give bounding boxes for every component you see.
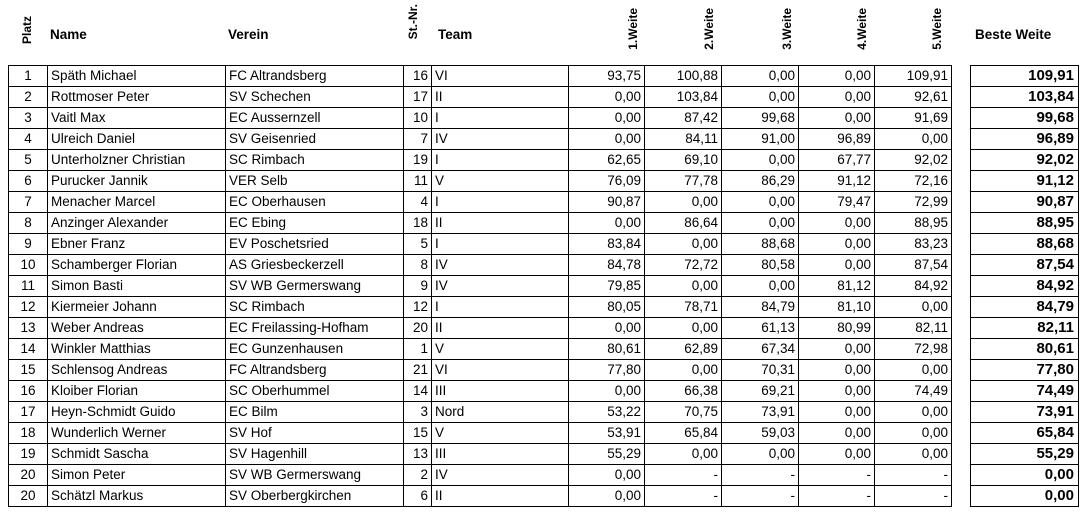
- verein-cell: FC Altrandsberg: [226, 66, 404, 87]
- weite-3-cell: 84,79: [722, 297, 799, 318]
- startnummer-cell: 11: [404, 171, 432, 192]
- weite-2-cell: 0,00: [645, 192, 722, 213]
- beste-weite-cell: 90,87: [971, 192, 1079, 213]
- weite-3-cell: 59,03: [722, 423, 799, 444]
- table-row: [9, 108, 952, 129]
- weite-5-cell: 0,00: [875, 423, 952, 444]
- best-row: [971, 486, 1079, 507]
- verein-cell: SC Rimbach: [226, 297, 404, 318]
- weite-2-cell: 0,00: [645, 234, 722, 255]
- startnummer-cell: 6: [404, 486, 432, 507]
- weite-1-cell: 53,91: [569, 423, 645, 444]
- startnummer-cell: 8: [404, 255, 432, 276]
- name-cell: Schamberger Florian: [48, 255, 226, 276]
- weite-3-cell: 61,13: [722, 318, 799, 339]
- beste-weite-cell: 82,11: [971, 318, 1079, 339]
- header-stnr: St.-Nr.: [406, 4, 420, 40]
- startnummer-cell: 17: [404, 87, 432, 108]
- beste-weite-cell: 80,61: [971, 339, 1079, 360]
- best-row: [971, 192, 1079, 213]
- weite-2-cell: 70,75: [645, 402, 722, 423]
- header-weite-2: 2.Weite: [702, 8, 716, 50]
- weite-5-cell: 0,00: [875, 297, 952, 318]
- weite-2-cell: 72,72: [645, 255, 722, 276]
- weite-4-cell: 81,10: [799, 297, 875, 318]
- best-row: [971, 171, 1079, 192]
- platz-cell: 9: [9, 234, 48, 255]
- verein-cell: SV Geisenried: [226, 129, 404, 150]
- name-cell: Unterholzner Christian: [48, 150, 226, 171]
- name-cell: Purucker Jannik: [48, 171, 226, 192]
- verein-cell: SV Schechen: [226, 87, 404, 108]
- team-cell: IV: [432, 255, 569, 276]
- team-cell: VI: [432, 360, 569, 381]
- name-cell: Wunderlich Werner: [48, 423, 226, 444]
- beste-weite-cell: 109,91: [971, 66, 1079, 87]
- best-row: [971, 66, 1079, 87]
- verein-cell: FC Altrandsberg: [226, 360, 404, 381]
- table-row: [9, 150, 952, 171]
- team-cell: IV: [432, 465, 569, 486]
- team-cell: I: [432, 192, 569, 213]
- beste-weite-cell: 87,54: [971, 255, 1079, 276]
- platz-cell: 8: [9, 213, 48, 234]
- verein-cell: SC Oberhummel: [226, 381, 404, 402]
- weite-3-cell: 99,68: [722, 108, 799, 129]
- weite-4-cell: 0,00: [799, 213, 875, 234]
- team-cell: II: [432, 87, 569, 108]
- name-cell: Ulreich Daniel: [48, 129, 226, 150]
- beste-weite-cell: 103,84: [971, 87, 1079, 108]
- platz-cell: 10: [9, 255, 48, 276]
- team-cell: II: [432, 213, 569, 234]
- weite-3-cell: 88,68: [722, 234, 799, 255]
- weite-3-cell: 80,58: [722, 255, 799, 276]
- table-row: [9, 255, 952, 276]
- weite-2-cell: 84,11: [645, 129, 722, 150]
- weite-2-cell: 62,89: [645, 339, 722, 360]
- verein-cell: EV Poschetsried: [226, 234, 404, 255]
- platz-cell: 6: [9, 171, 48, 192]
- weite-1-cell: 62,65: [569, 150, 645, 171]
- weite-2-cell: -: [645, 486, 722, 507]
- verein-cell: EC Bilm: [226, 402, 404, 423]
- verein-cell: SV WB Germerswang: [226, 276, 404, 297]
- platz-cell: 2: [9, 87, 48, 108]
- team-cell: II: [432, 486, 569, 507]
- startnummer-cell: 18: [404, 213, 432, 234]
- weite-3-cell: 67,34: [722, 339, 799, 360]
- weite-1-cell: 0,00: [569, 465, 645, 486]
- verein-cell: SV Oberbergkirchen: [226, 486, 404, 507]
- team-cell: Nord: [432, 402, 569, 423]
- table-row: [9, 444, 952, 465]
- team-cell: III: [432, 444, 569, 465]
- team-cell: III: [432, 381, 569, 402]
- weite-2-cell: 0,00: [645, 318, 722, 339]
- startnummer-cell: 7: [404, 129, 432, 150]
- table-row: [9, 171, 952, 192]
- weite-4-cell: 0,00: [799, 444, 875, 465]
- weite-3-cell: 86,29: [722, 171, 799, 192]
- name-cell: Heyn-Schmidt Guido: [48, 402, 226, 423]
- name-cell: Kiermeier Johann: [48, 297, 226, 318]
- weite-5-cell: 92,61: [875, 87, 952, 108]
- weite-1-cell: 0,00: [569, 486, 645, 507]
- weite-3-cell: 0,00: [722, 444, 799, 465]
- weite-5-cell: 92,02: [875, 150, 952, 171]
- name-cell: Späth Michael: [48, 66, 226, 87]
- beste-weite-cell: 91,12: [971, 171, 1079, 192]
- platz-cell: 17: [9, 402, 48, 423]
- header-weite-1: 1.Weite: [626, 8, 640, 50]
- best-row: [971, 255, 1079, 276]
- weite-1-cell: 79,85: [569, 276, 645, 297]
- startnummer-cell: 10: [404, 108, 432, 129]
- name-cell: Menacher Marcel: [48, 192, 226, 213]
- weite-3-cell: 69,21: [722, 381, 799, 402]
- weite-3-cell: 70,31: [722, 360, 799, 381]
- weite-5-cell: 82,11: [875, 318, 952, 339]
- weite-4-cell: 0,00: [799, 234, 875, 255]
- table-row: [9, 276, 952, 297]
- startnummer-cell: 1: [404, 339, 432, 360]
- weite-1-cell: 77,80: [569, 360, 645, 381]
- weite-1-cell: 80,61: [569, 339, 645, 360]
- platz-cell: 7: [9, 192, 48, 213]
- verein-cell: SV Hagenhill: [226, 444, 404, 465]
- verein-cell: AS Griesbeckerzell: [226, 255, 404, 276]
- platz-cell: 14: [9, 339, 48, 360]
- weite-1-cell: 83,84: [569, 234, 645, 255]
- weite-2-cell: 78,71: [645, 297, 722, 318]
- beste-weite-cell: 99,68: [971, 108, 1079, 129]
- weite-1-cell: 80,05: [569, 297, 645, 318]
- platz-cell: 18: [9, 423, 48, 444]
- weite-1-cell: 84,78: [569, 255, 645, 276]
- team-cell: V: [432, 171, 569, 192]
- best-row: [971, 423, 1079, 444]
- weite-5-cell: -: [875, 465, 952, 486]
- weite-3-cell: 0,00: [722, 66, 799, 87]
- best-row: [971, 381, 1079, 402]
- weite-2-cell: 87,42: [645, 108, 722, 129]
- platz-cell: 20: [9, 465, 48, 486]
- weite-1-cell: 55,29: [569, 444, 645, 465]
- weite-2-cell: -: [645, 465, 722, 486]
- header-name: Name: [50, 27, 87, 42]
- weite-4-cell: -: [799, 465, 875, 486]
- team-cell: IV: [432, 129, 569, 150]
- beste-weite-cell: 96,89: [971, 129, 1079, 150]
- best-row: [971, 234, 1079, 255]
- best-row: [971, 297, 1079, 318]
- beste-weite-cell: 77,80: [971, 360, 1079, 381]
- weite-4-cell: 0,00: [799, 360, 875, 381]
- weite-5-cell: 72,99: [875, 192, 952, 213]
- weite-2-cell: 0,00: [645, 360, 722, 381]
- name-cell: Ebner Franz: [48, 234, 226, 255]
- weite-4-cell: 67,77: [799, 150, 875, 171]
- platz-cell: 5: [9, 150, 48, 171]
- startnummer-cell: 19: [404, 150, 432, 171]
- weite-4-cell: 96,89: [799, 129, 875, 150]
- platz-cell: 16: [9, 381, 48, 402]
- weite-2-cell: 100,88: [645, 66, 722, 87]
- weite-4-cell: 81,12: [799, 276, 875, 297]
- verein-cell: SC Rimbach: [226, 150, 404, 171]
- weite-1-cell: 0,00: [569, 318, 645, 339]
- table-row: [9, 486, 952, 507]
- weite-3-cell: 91,00: [722, 129, 799, 150]
- table-row: [9, 213, 952, 234]
- weite-1-cell: 0,00: [569, 129, 645, 150]
- beste-weite-cell: 84,92: [971, 276, 1079, 297]
- startnummer-cell: 9: [404, 276, 432, 297]
- verein-cell: SV Hof: [226, 423, 404, 444]
- startnummer-cell: 3: [404, 402, 432, 423]
- header-platz: Platz: [20, 16, 34, 45]
- weite-5-cell: 72,98: [875, 339, 952, 360]
- weite-1-cell: 93,75: [569, 66, 645, 87]
- weite-3-cell: 0,00: [722, 276, 799, 297]
- beste-weite-cell: 88,95: [971, 213, 1079, 234]
- platz-cell: 12: [9, 297, 48, 318]
- weite-5-cell: 72,16: [875, 171, 952, 192]
- verein-cell: EC Aussernzell: [226, 108, 404, 129]
- weite-5-cell: 0,00: [875, 402, 952, 423]
- name-cell: Vaitl Max: [48, 108, 226, 129]
- weite-1-cell: 0,00: [569, 87, 645, 108]
- weite-2-cell: 69,10: [645, 150, 722, 171]
- weite-5-cell: 84,92: [875, 276, 952, 297]
- table-row: [9, 66, 952, 87]
- weite-4-cell: -: [799, 486, 875, 507]
- weite-4-cell: 0,00: [799, 255, 875, 276]
- beste-weite-cell: 65,84: [971, 423, 1079, 444]
- weite-2-cell: 66,38: [645, 381, 722, 402]
- name-cell: Simon Peter: [48, 465, 226, 486]
- platz-cell: 11: [9, 276, 48, 297]
- team-cell: I: [432, 108, 569, 129]
- best-row: [971, 150, 1079, 171]
- platz-cell: 1: [9, 66, 48, 87]
- weite-4-cell: 80,99: [799, 318, 875, 339]
- weite-4-cell: 79,47: [799, 192, 875, 213]
- best-row: [971, 339, 1079, 360]
- weite-4-cell: 0,00: [799, 381, 875, 402]
- startnummer-cell: 20: [404, 318, 432, 339]
- header-team: Team: [438, 27, 473, 42]
- table-row: [9, 87, 952, 108]
- header-weite-5: 5.Weite: [930, 8, 944, 50]
- weite-2-cell: 0,00: [645, 444, 722, 465]
- best-row: [971, 318, 1079, 339]
- weite-3-cell: 0,00: [722, 192, 799, 213]
- team-cell: I: [432, 297, 569, 318]
- weite-1-cell: 0,00: [569, 381, 645, 402]
- name-cell: Schätzl Markus: [48, 486, 226, 507]
- weite-3-cell: 0,00: [722, 150, 799, 171]
- table-row: [9, 381, 952, 402]
- beste-weite-cell: 88,68: [971, 234, 1079, 255]
- weite-5-cell: 83,23: [875, 234, 952, 255]
- best-distance-table: [970, 65, 1079, 507]
- weite-1-cell: 76,09: [569, 171, 645, 192]
- weite-4-cell: 0,00: [799, 402, 875, 423]
- startnummer-cell: 4: [404, 192, 432, 213]
- startnummer-cell: 14: [404, 381, 432, 402]
- weite-2-cell: 77,78: [645, 171, 722, 192]
- best-row: [971, 129, 1079, 150]
- table-row: [9, 360, 952, 381]
- verein-cell: VER Selb: [226, 171, 404, 192]
- weite-4-cell: 0,00: [799, 423, 875, 444]
- best-row: [971, 108, 1079, 129]
- table-row: [9, 234, 952, 255]
- startnummer-cell: 5: [404, 234, 432, 255]
- startnummer-cell: 21: [404, 360, 432, 381]
- best-row: [971, 360, 1079, 381]
- name-cell: Simon Basti: [48, 276, 226, 297]
- weite-5-cell: 0,00: [875, 360, 952, 381]
- startnummer-cell: 16: [404, 66, 432, 87]
- best-row: [971, 213, 1079, 234]
- weite-3-cell: 0,00: [722, 87, 799, 108]
- table-row: [9, 465, 952, 486]
- team-cell: IV: [432, 276, 569, 297]
- best-row: [971, 444, 1079, 465]
- weite-5-cell: 0,00: [875, 444, 952, 465]
- weite-3-cell: 0,00: [722, 213, 799, 234]
- name-cell: Winkler Matthias: [48, 339, 226, 360]
- verein-cell: EC Ebing: [226, 213, 404, 234]
- beste-weite-cell: 92,02: [971, 150, 1079, 171]
- name-cell: Kloiber Florian: [48, 381, 226, 402]
- weite-4-cell: 91,12: [799, 171, 875, 192]
- weite-4-cell: 0,00: [799, 339, 875, 360]
- team-cell: II: [432, 318, 569, 339]
- verein-cell: EC Freilassing-Hofham: [226, 318, 404, 339]
- team-cell: I: [432, 234, 569, 255]
- team-cell: V: [432, 423, 569, 444]
- table-row: [9, 339, 952, 360]
- startnummer-cell: 15: [404, 423, 432, 444]
- weite-5-cell: 88,95: [875, 213, 952, 234]
- team-cell: I: [432, 150, 569, 171]
- table-row: [9, 297, 952, 318]
- weite-1-cell: 53,22: [569, 402, 645, 423]
- startnummer-cell: 2: [404, 465, 432, 486]
- weite-4-cell: 0,00: [799, 108, 875, 129]
- platz-cell: 4: [9, 129, 48, 150]
- beste-weite-cell: 74,49: [971, 381, 1079, 402]
- header-weite-4: 4.Weite: [855, 8, 869, 50]
- weite-2-cell: 103,84: [645, 87, 722, 108]
- weite-1-cell: 90,87: [569, 192, 645, 213]
- name-cell: Rottmoser Peter: [48, 87, 226, 108]
- startnummer-cell: 13: [404, 444, 432, 465]
- results-table: [8, 65, 952, 507]
- best-row: [971, 276, 1079, 297]
- header-beste-weite: Beste Weite: [975, 27, 1052, 42]
- platz-cell: 15: [9, 360, 48, 381]
- weite-5-cell: 0,00: [875, 129, 952, 150]
- weite-3-cell: -: [722, 465, 799, 486]
- best-row: [971, 402, 1079, 423]
- weite-5-cell: -: [875, 486, 952, 507]
- table-row: [9, 129, 952, 150]
- verein-cell: EC Oberhausen: [226, 192, 404, 213]
- best-row: [971, 465, 1079, 486]
- platz-cell: 13: [9, 318, 48, 339]
- best-distance-body: [971, 66, 1079, 507]
- table-row: [9, 423, 952, 444]
- weite-2-cell: 86,64: [645, 213, 722, 234]
- weite-4-cell: 0,00: [799, 66, 875, 87]
- weite-2-cell: 0,00: [645, 276, 722, 297]
- team-cell: V: [432, 339, 569, 360]
- table-row: [9, 192, 952, 213]
- beste-weite-cell: 0,00: [971, 465, 1079, 486]
- name-cell: Weber Andreas: [48, 318, 226, 339]
- beste-weite-cell: 84,79: [971, 297, 1079, 318]
- verein-cell: SV WB Germerswang: [226, 465, 404, 486]
- beste-weite-cell: 73,91: [971, 402, 1079, 423]
- weite-1-cell: 0,00: [569, 108, 645, 129]
- platz-cell: 20: [9, 486, 48, 507]
- table-row: [9, 402, 952, 423]
- results-table-body: [9, 66, 952, 507]
- header-weite-3: 3.Weite: [780, 8, 794, 50]
- verein-cell: EC Gunzenhausen: [226, 339, 404, 360]
- table-row: [9, 318, 952, 339]
- weite-5-cell: 91,69: [875, 108, 952, 129]
- best-row: [971, 87, 1079, 108]
- name-cell: Anzinger Alexander: [48, 213, 226, 234]
- name-cell: Schlensog Andreas: [48, 360, 226, 381]
- name-cell: Schmidt Sascha: [48, 444, 226, 465]
- weite-5-cell: 87,54: [875, 255, 952, 276]
- platz-cell: 19: [9, 444, 48, 465]
- header-verein: Verein: [228, 27, 269, 42]
- weite-1-cell: 0,00: [569, 213, 645, 234]
- weite-3-cell: -: [722, 486, 799, 507]
- beste-weite-cell: 0,00: [971, 486, 1079, 507]
- startnummer-cell: 12: [404, 297, 432, 318]
- weite-4-cell: 0,00: [799, 87, 875, 108]
- beste-weite-cell: 55,29: [971, 444, 1079, 465]
- weite-3-cell: 73,91: [722, 402, 799, 423]
- platz-cell: 3: [9, 108, 48, 129]
- weite-2-cell: 65,84: [645, 423, 722, 444]
- weite-5-cell: 109,91: [875, 66, 952, 87]
- weite-5-cell: 74,49: [875, 381, 952, 402]
- team-cell: VI: [432, 66, 569, 87]
